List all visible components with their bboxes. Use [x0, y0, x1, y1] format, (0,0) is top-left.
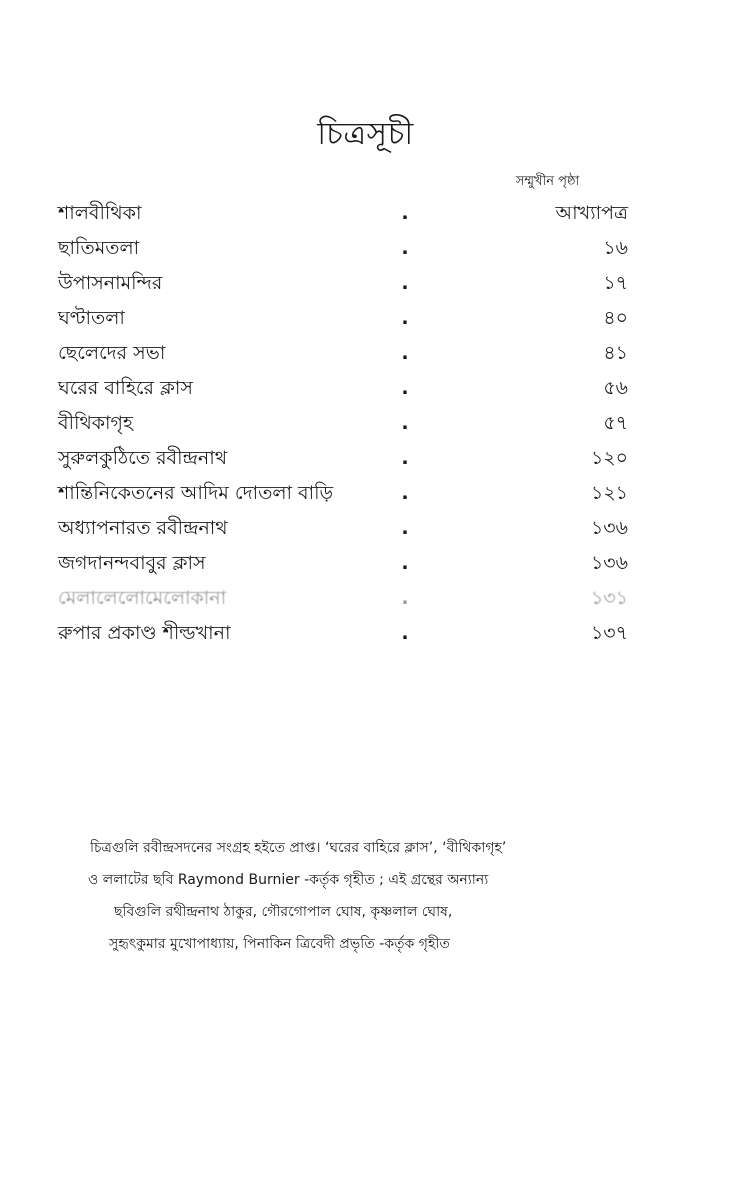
list-item: [58, 196, 628, 231]
list-item: [58, 546, 628, 581]
entry-dot: .: [401, 447, 409, 469]
page-title: চিত্রসূচী: [317, 116, 414, 152]
photo-credits: [62, 832, 662, 960]
list-item-faded: [58, 581, 628, 616]
credits-line: চিত্রগুলি রবীন্দ্রসদনের সংগ্রহ হইতে প্রাপ্ত। ‘ঘরের বাহিরে ক্লাস’, ‘বীথিকাগৃহ’: [90, 840, 507, 856]
list-item: [58, 476, 628, 511]
entry-dot: .: [401, 272, 409, 294]
list-item: [58, 336, 628, 371]
entry-page: আখ্যাপত্র: [555, 202, 628, 224]
entry-page: ১২১: [590, 482, 628, 504]
entry-page: ৪১: [603, 342, 628, 364]
entry-dot: .: [401, 587, 409, 609]
list-item: [58, 371, 628, 406]
entry-page: ১২০: [590, 447, 628, 469]
list-item: [58, 511, 628, 546]
entry-title: উপাসনামন্দির: [58, 272, 163, 294]
list-item: [58, 406, 628, 441]
entry-page: ১৬: [603, 237, 628, 259]
entry-page: ৫৬: [603, 377, 628, 399]
entry-title: শান্তিনিকেতনের আদিম দোতলা বাড়ি: [58, 482, 334, 504]
entry-dot: .: [401, 412, 409, 434]
entry-page: ৪০: [603, 307, 628, 329]
entry-title: বীথিকাগৃহ: [58, 412, 133, 434]
entry-dot: .: [401, 342, 409, 364]
list-item: [58, 616, 628, 651]
entry-dot: .: [401, 622, 409, 644]
entry-title: শালবীথিকা: [58, 202, 142, 224]
list-item: [58, 441, 628, 476]
entry-title: মেলালেলোমেলোকানা: [58, 587, 227, 609]
list-item: [58, 231, 628, 266]
entry-page: ১৩৬: [590, 552, 628, 574]
entry-page: ১৩৬: [590, 517, 628, 539]
page-column-header: সম্মুখীন পৃষ্ঠা: [515, 174, 580, 189]
entry-dot: .: [401, 307, 409, 329]
entry-page: ১৩৭: [590, 622, 628, 644]
credits-line: ও ললাটের ছবি Raymond Burnier -কর্তৃক গৃহীত ; এই গ্রন্থের অন্যান্য: [88, 872, 489, 888]
entry-dot: .: [401, 482, 409, 504]
entry-page: ১৩১: [590, 587, 628, 609]
entry-page: ১৭: [603, 272, 628, 294]
entry-title: রুপার প্রকাণ্ড শীল্ডখানা: [58, 622, 231, 644]
entry-dot: .: [401, 552, 409, 574]
entry-dot: .: [401, 517, 409, 539]
entry-title: ছাতিমতলা: [58, 237, 140, 259]
list-item: [58, 266, 628, 301]
illustration-list: [58, 196, 628, 651]
entry-title: ঘণ্টাতলা: [58, 307, 125, 329]
entry-dot: .: [401, 237, 409, 259]
entry-title: সুরুলকুঠিতে রবীন্দ্রনাথ: [58, 447, 228, 469]
entry-title: অধ্যাপনারত রবীন্দ্রনাথ: [58, 517, 228, 539]
entry-page: ৫৭: [603, 412, 628, 434]
list-item: [58, 301, 628, 336]
entry-dot: .: [401, 202, 409, 224]
entry-dot: .: [401, 377, 409, 399]
entry-title: ঘরের বাহিরে ক্লাস: [58, 377, 193, 399]
entry-title: ছেলেদের সভা: [58, 342, 166, 364]
entry-title: জগদানন্দবাবুর ক্লাস: [58, 552, 206, 574]
credits-line: সুহৃৎকুমার মুখোপাধ্যায়, পিনাকিন ত্রিবেদী প্রভৃতি -কর্তৃক গৃহীত: [109, 936, 450, 952]
credits-line: ছবিগুলি রথীন্দ্রনাথ ঠাকুর, গৌরগোপাল ঘোষ, কৃষ্ণলাল ঘোষ,: [114, 904, 453, 920]
